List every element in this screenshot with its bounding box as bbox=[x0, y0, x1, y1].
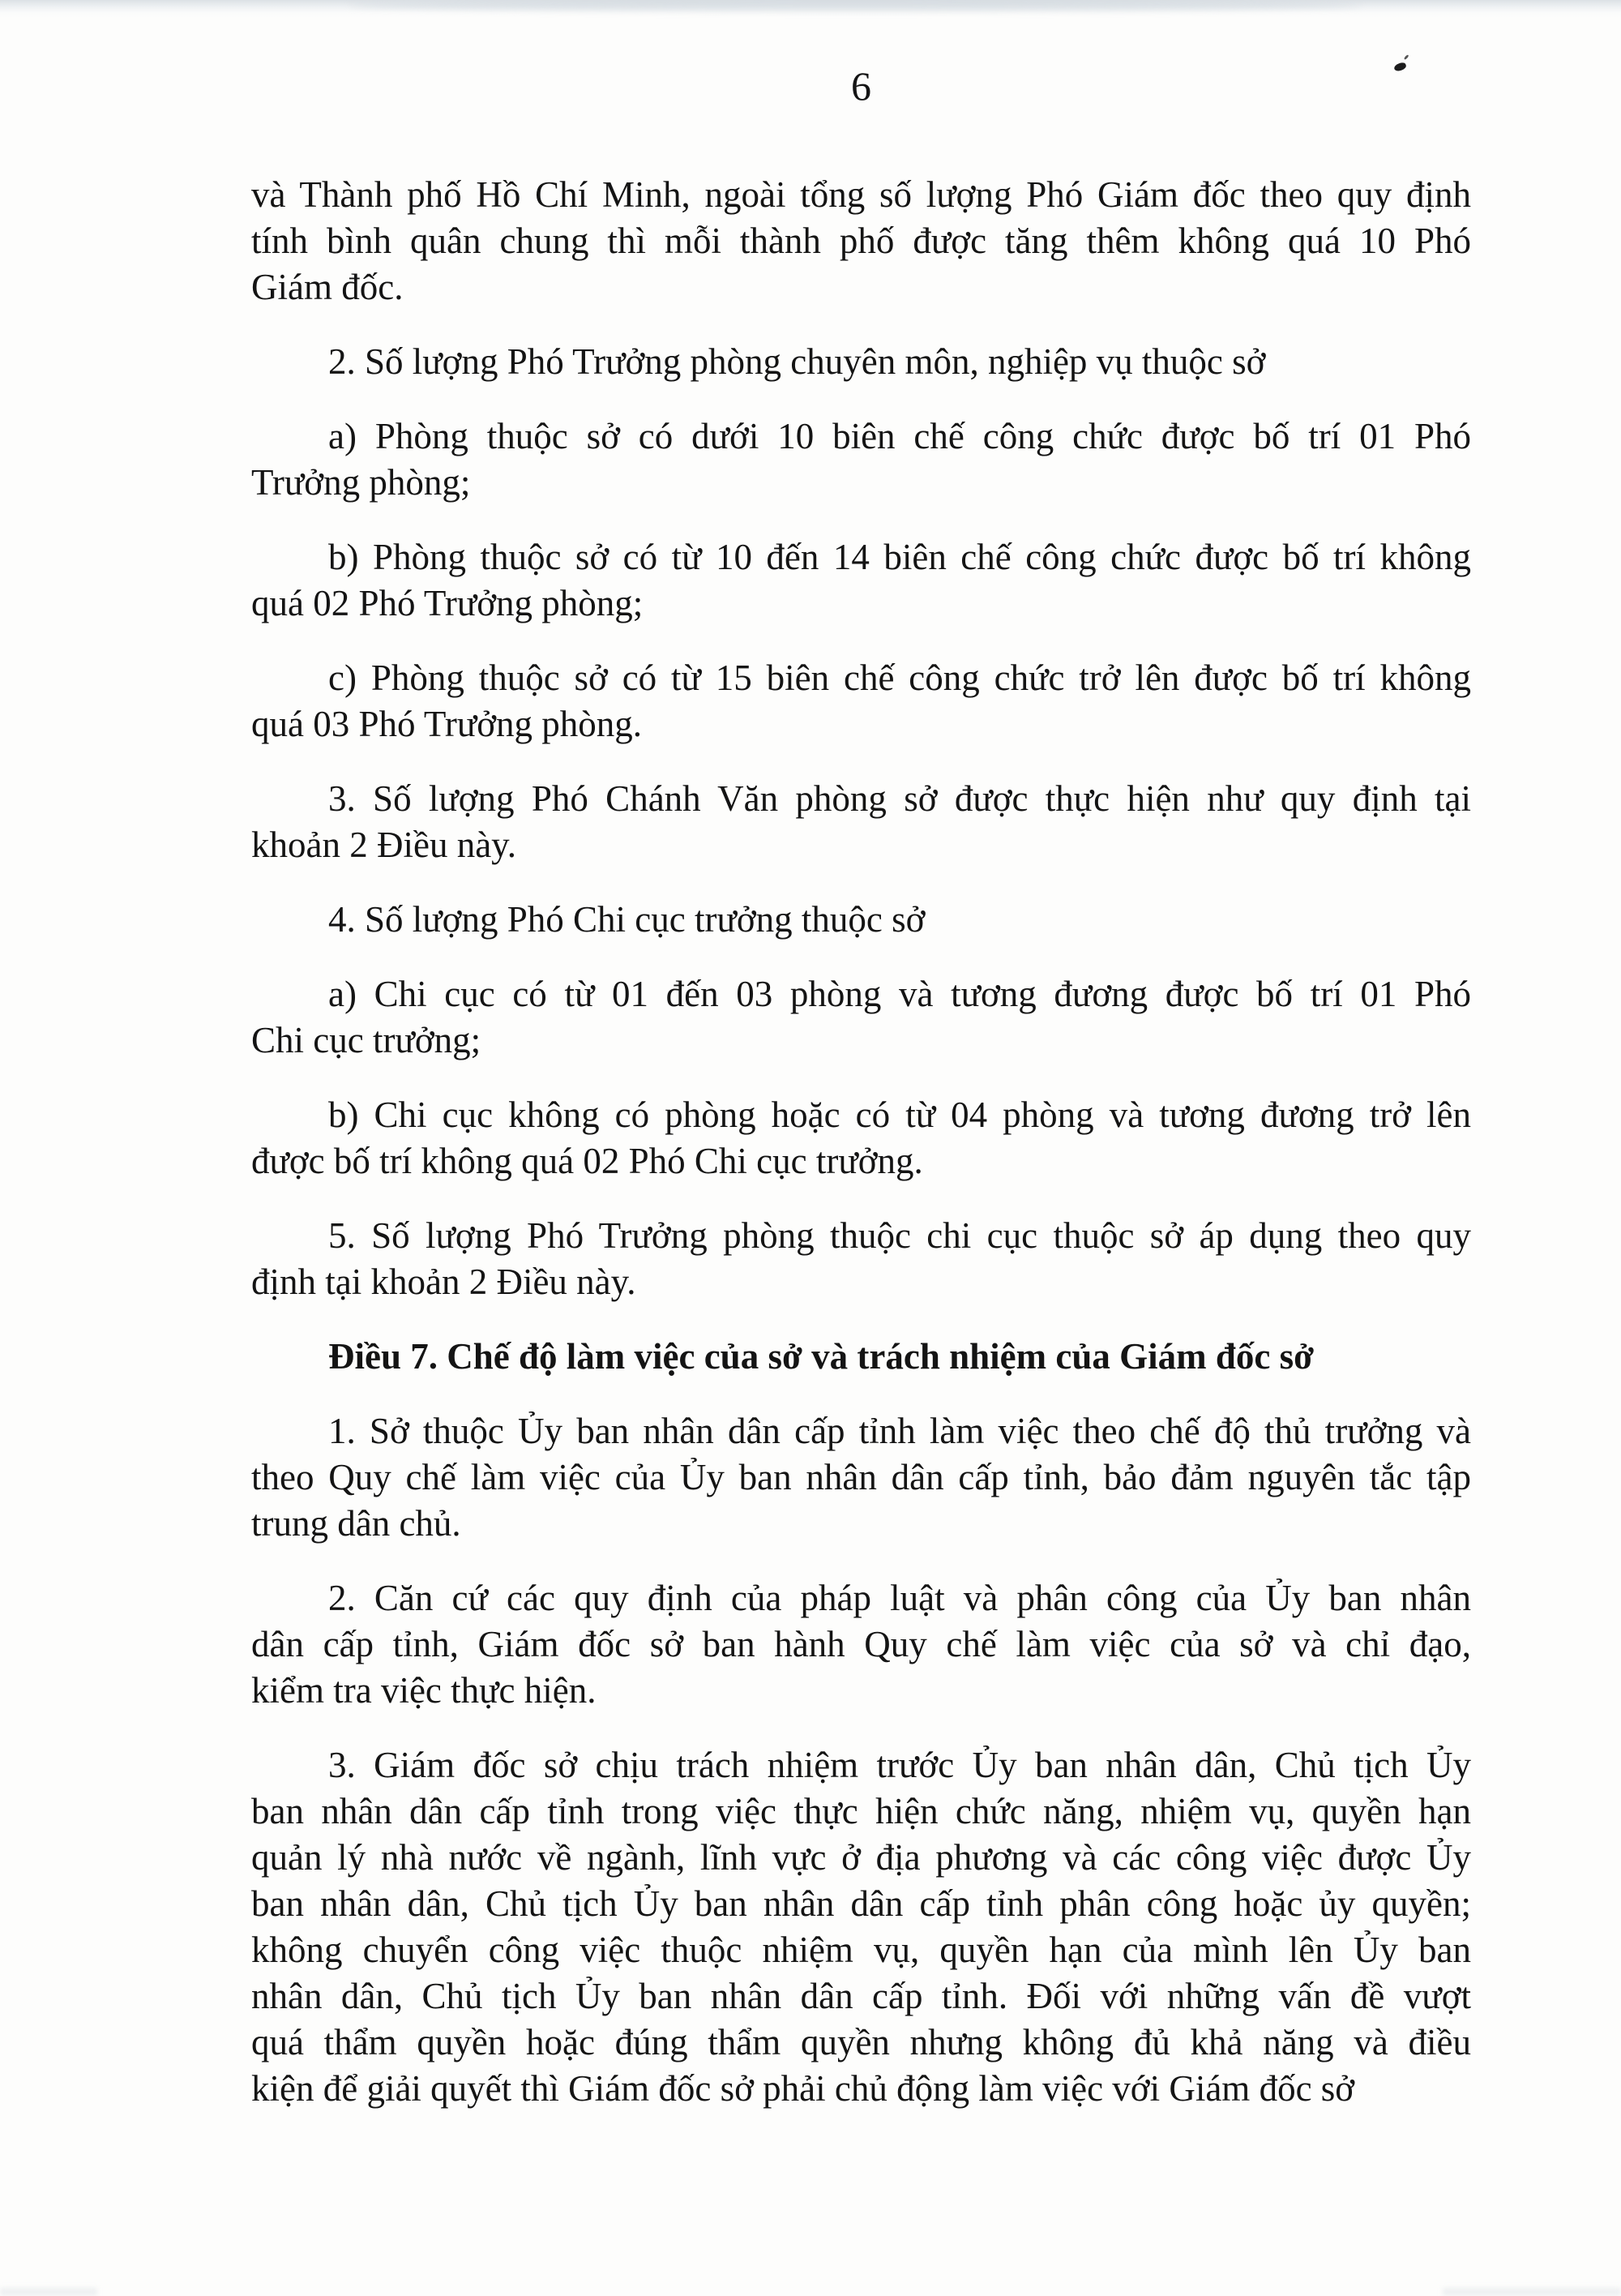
text-line: quản lý nhà nước về ngành, lĩnh vực ở địa phương và các công việc được Ủy bbox=[251, 1837, 1471, 1878]
page-number: 6 bbox=[851, 63, 871, 109]
paragraph bbox=[251, 655, 1471, 747]
paragraph bbox=[251, 1742, 1471, 2112]
text-line: 2. Số lượng Phó Trưởng phòng chuyên môn, nghiệp vụ thuộc sở bbox=[328, 341, 1266, 382]
text-line: khoản 2 Điều này. bbox=[251, 825, 516, 865]
paragraph bbox=[251, 1334, 1471, 1380]
text-line: theo Quy chế làm việc của Ủy ban nhân dân cấp tỉnh, bảo đảm nguyên tắc tập bbox=[251, 1457, 1471, 1497]
text-line: được bố trí không quá 02 Phó Chi cục trưởng. bbox=[251, 1141, 923, 1181]
text-line: không chuyển công việc thuộc nhiệm vụ, quyền hạn của mình lên Ủy ban bbox=[251, 1930, 1471, 1970]
text-line: 1. Sở thuộc Ủy ban nhân dân cấp tỉnh làm việc theo chế độ thủ trưởng và bbox=[328, 1411, 1471, 1451]
text-line: a) Phòng thuộc sở có dưới 10 biên chế công chức được bố trí 01 Phó bbox=[328, 416, 1471, 456]
text-line: ban nhân dân cấp tỉnh trong việc thực hiện chức năng, nhiệm vụ, quyền hạn bbox=[251, 1791, 1471, 1831]
scan-artifact-bottom-left bbox=[0, 2288, 97, 2296]
text-line: quá 03 Phó Trưởng phòng. bbox=[251, 704, 643, 744]
text-line: b) Phòng thuộc sở có từ 10 đến 14 biên chế công chức được bố trí không bbox=[328, 537, 1471, 577]
scan-artifact-blob bbox=[349, 0, 1362, 11]
paragraph bbox=[251, 1408, 1471, 1547]
text-line: 5. Số lượng Phó Trưởng phòng thuộc chi cục thuộc sở áp dụng theo quy bbox=[328, 1215, 1471, 1256]
paragraph bbox=[251, 172, 1471, 311]
text-line: trung dân chủ. bbox=[251, 1503, 461, 1544]
text-line: 3. Số lượng Phó Chánh Văn phòng sở được thực hiện như quy định tại bbox=[328, 778, 1471, 819]
document-text bbox=[251, 172, 1471, 2112]
text-line: 4. Số lượng Phó Chi cục trưởng thuộc sở bbox=[328, 899, 926, 940]
paragraph bbox=[251, 776, 1471, 868]
paragraph bbox=[251, 1213, 1471, 1305]
paragraph bbox=[251, 1575, 1471, 1714]
text-line: Trưởng phòng; bbox=[251, 462, 471, 503]
text-line: quá thẩm quyền hoặc đúng thẩm quyền nhưng không đủ khả năng và điều bbox=[251, 2022, 1471, 2063]
text-line: Chi cục trưởng; bbox=[251, 1020, 481, 1060]
paragraph bbox=[251, 1092, 1471, 1184]
paragraph bbox=[251, 413, 1471, 506]
text-line: c) Phòng thuộc sở có từ 15 biên chế công chức trở lên được bố trí không bbox=[328, 658, 1471, 698]
text-line: b) Chi cục không có phòng hoặc có từ 04 phòng và tương đương trở lên bbox=[328, 1094, 1471, 1135]
paragraph bbox=[251, 971, 1471, 1064]
text-line: và Thành phố Hồ Chí Minh, ngoài tổng số lượng Phó Giám đốc theo quy định bbox=[251, 174, 1471, 215]
text-line: 2. Căn cứ các quy định của pháp luật và phân công của Ủy ban nhân bbox=[328, 1578, 1471, 1618]
text-line: quá 02 Phó Trưởng phòng; bbox=[251, 583, 644, 623]
text-line: a) Chi cục có từ 01 đến 03 phòng và tương đương được bố trí 01 Phó bbox=[328, 974, 1471, 1014]
text-line: dân cấp tỉnh, Giám đốc sở ban hành Quy chế làm việc của sở và chỉ đạo, bbox=[251, 1624, 1471, 1664]
paragraph bbox=[251, 897, 1471, 943]
paragraph bbox=[251, 339, 1471, 385]
text-line: ban nhân dân, Chủ tịch Ủy ban nhân dân cấp tỉnh phân công hoặc ủy quyền; bbox=[251, 1883, 1471, 1924]
text-line: định tại khoản 2 Điều này. bbox=[251, 1262, 636, 1302]
text-line: Điều 7. Chế độ làm việc của sở và trách nhiệm của Giám đốc sở bbox=[328, 1336, 1315, 1377]
text-line: kiện để giải quyết thì Giám đốc sở phải chủ động làm việc với Giám đốc sở bbox=[251, 2068, 1355, 2109]
text-line: kiểm tra việc thực hiện. bbox=[251, 1670, 597, 1711]
text-line: 3. Giám đốc sở chịu trách nhiệm trước Ủy ban nhân dân, Chủ tịch Ủy bbox=[328, 1745, 1471, 1785]
paragraph bbox=[251, 534, 1471, 627]
text-line: nhân dân, Chủ tịch Ủy ban nhân dân cấp tỉnh. Đối với những vấn đề vượt bbox=[251, 1976, 1471, 2016]
text-line: Giám đốc. bbox=[251, 267, 404, 307]
text-line: tính bình quân chung thì mỗi thành phố được tăng thêm không quá 10 Phó bbox=[251, 221, 1471, 261]
scan-artifact-bottom-right bbox=[1443, 2288, 1621, 2296]
